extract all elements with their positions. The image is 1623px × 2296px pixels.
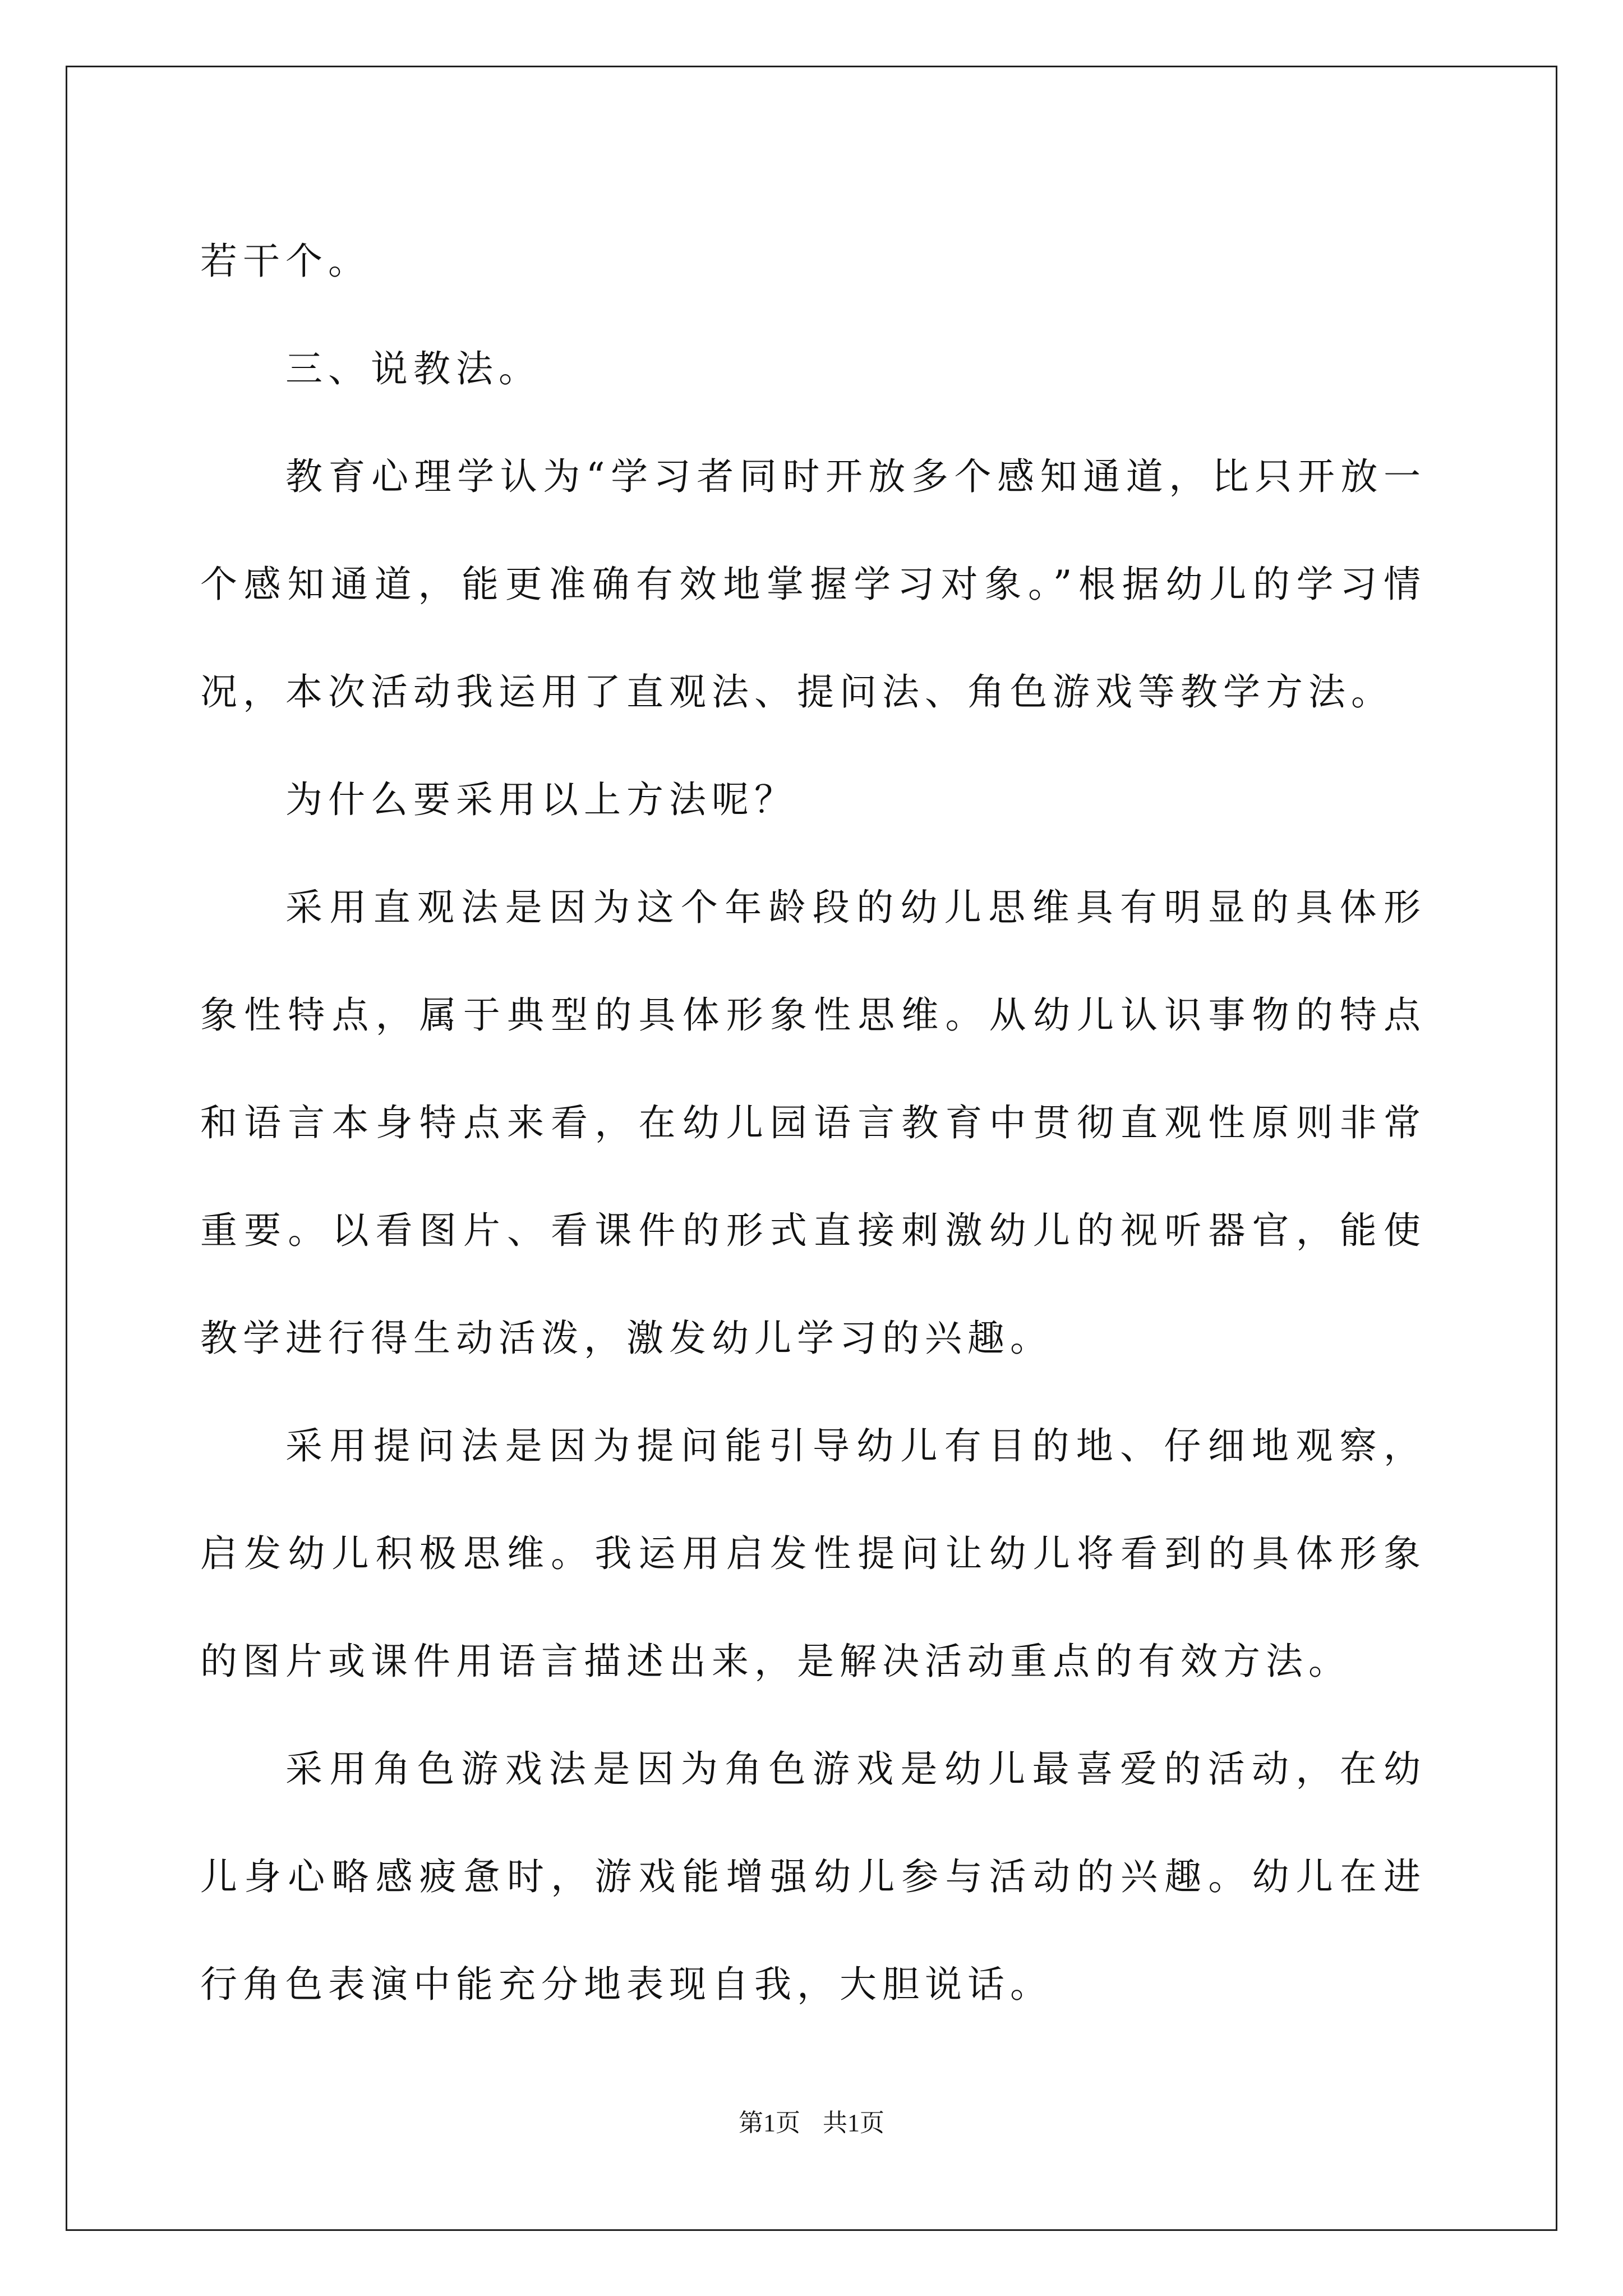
paragraph: 为什么要采用以上方法呢？: [285, 778, 797, 821]
paragraph: 采用直观法是因为这个年龄段的幼儿思维具有明显的具体形象性特点，属于典型的具体形象性思维。从幼儿认识事物的特点和语言本身特点来看，在幼儿园语言教育中贯彻直观性原则非常重要。以看图片、看课件的形式直接刺激幼儿的视听器官，能使教学进行得生动活泼，激发幼儿学习的兴趣。: [200, 886, 1426, 1360]
page-number: 第1页: [739, 2109, 800, 2137]
paragraph: 若干个。: [200, 240, 371, 283]
paragraph: 采用角色游戏法是因为角色游戏是幼儿最喜爱的活动，在幼儿身心略感疲惫时，游戏能增强幼儿参与活动的兴趣。幼儿在进行角色表演中能充分地表现自我，大胆说话。: [200, 1747, 1426, 2006]
paragraph: 采用提问法是因为提问能引导幼儿有目的地、仔细地观察，启发幼儿积极思维。我运用启发性提问让幼儿将看到的具体形象的图片或课件用语言描述出来，是解决活动重点的有效方法。: [200, 1424, 1426, 1683]
page-total: 共1页: [823, 2109, 884, 2137]
page-footer: [0, 2106, 1623, 2140]
document-body: [200, 208, 1426, 2039]
paragraph: 教育心理学认为“学习者同时开放多个感知通道，比只开放一个感知通道，能更准确有效地掌握学习对象。”根据幼儿的学习情况，本次活动我运用了直观法、提问法、角色游戏等教学方法。: [200, 455, 1426, 714]
section-heading: 三、说教法。: [285, 347, 541, 390]
